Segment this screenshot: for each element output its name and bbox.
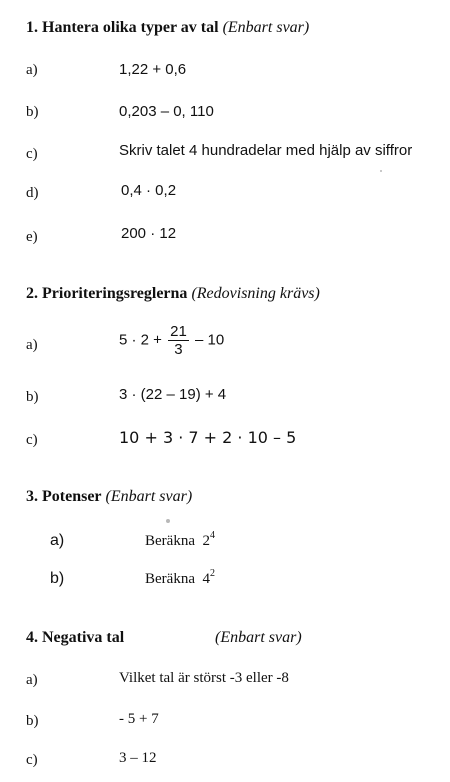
section-2-task-a <box>119 323 224 358</box>
section-2-letter-a: a) <box>26 337 38 353</box>
section-3-letter-b: b) <box>50 570 65 587</box>
section-2-task-b: 3 · (22 – 19) + 4 <box>119 386 227 403</box>
section-1-note: (Enbart svar) <box>222 19 310 36</box>
section-4-task-a: Vilket tal är störst -3 eller -8 <box>119 670 289 686</box>
section-1-title: Hantera olika typer av tal <box>42 19 219 36</box>
scan-speck <box>166 519 170 523</box>
section-4-letter-a: a) <box>26 672 38 688</box>
section-2-letter-b: b) <box>26 389 39 405</box>
section-3-heading <box>26 487 192 507</box>
section-2-title: Prioriteringsreglerna <box>42 285 188 302</box>
section-1-letter-d: d) <box>26 185 39 201</box>
section-3-task-b-exponent: 2 <box>209 568 215 579</box>
section-3-task-a <box>145 531 215 551</box>
section-4-letter-b: b) <box>26 713 39 729</box>
scan-speck <box>380 170 382 172</box>
fraction <box>168 323 189 358</box>
section-3-task-b-word: Beräkna <box>145 571 195 587</box>
section-2-task-c: 10 + 3 · 7 + 2 · 10 – 5 <box>119 428 297 447</box>
section-4-heading <box>26 628 124 648</box>
fraction-denominator: 3 <box>174 341 183 358</box>
section-2-letter-c: c) <box>26 432 38 448</box>
section-1-heading <box>26 18 309 38</box>
section-3-title: Potenser <box>42 488 102 505</box>
section-1-task-e: 200 · 12 <box>121 225 177 242</box>
section-1-task-b: 0,203 – 0, 110 <box>119 103 214 120</box>
fraction-numerator: 21 <box>170 323 187 340</box>
section-4-task-c: 3 – 12 <box>119 750 157 766</box>
section-1-task-d: 0,4 · 0,2 <box>121 182 177 199</box>
section-2-task-a-post: – 10 <box>194 331 225 349</box>
section-3-letter-a: a) <box>50 532 65 549</box>
section-3-task-a-base: 2 <box>202 533 210 549</box>
section-2-task-a-pre: 5 · 2 + <box>119 331 162 349</box>
section-4-number: 4. <box>26 629 38 646</box>
section-4-title: Negativa tal <box>42 629 125 646</box>
section-1-letter-b: b) <box>26 104 39 120</box>
section-1-letter-a: a) <box>26 62 38 78</box>
section-4-letter-c: c) <box>26 752 38 768</box>
section-2-note: (Redovisning krävs) <box>191 285 320 302</box>
section-2-number: 2. <box>26 285 38 302</box>
section-3-task-b-base: 4 <box>202 571 210 587</box>
section-3-task-b <box>145 569 215 589</box>
section-2-heading <box>26 284 320 304</box>
section-1-letter-c: c) <box>26 146 38 162</box>
section-4-task-b: - 5 + 7 <box>119 711 159 727</box>
section-4-note: (Enbart svar) <box>215 629 302 646</box>
section-1-number: 1. <box>26 19 38 36</box>
section-3-task-a-word: Beräkna <box>145 533 195 549</box>
section-3-task-a-exponent: 4 <box>209 530 215 541</box>
section-1-letter-e: e) <box>26 229 38 245</box>
section-1-task-c: Skriv talet 4 hundradelar med hjälp av siffror <box>119 142 413 159</box>
section-1-task-a: 1,22 + 0,6 <box>119 61 187 78</box>
section-3-note: (Enbart svar) <box>105 488 193 505</box>
section-3-number: 3. <box>26 488 38 505</box>
